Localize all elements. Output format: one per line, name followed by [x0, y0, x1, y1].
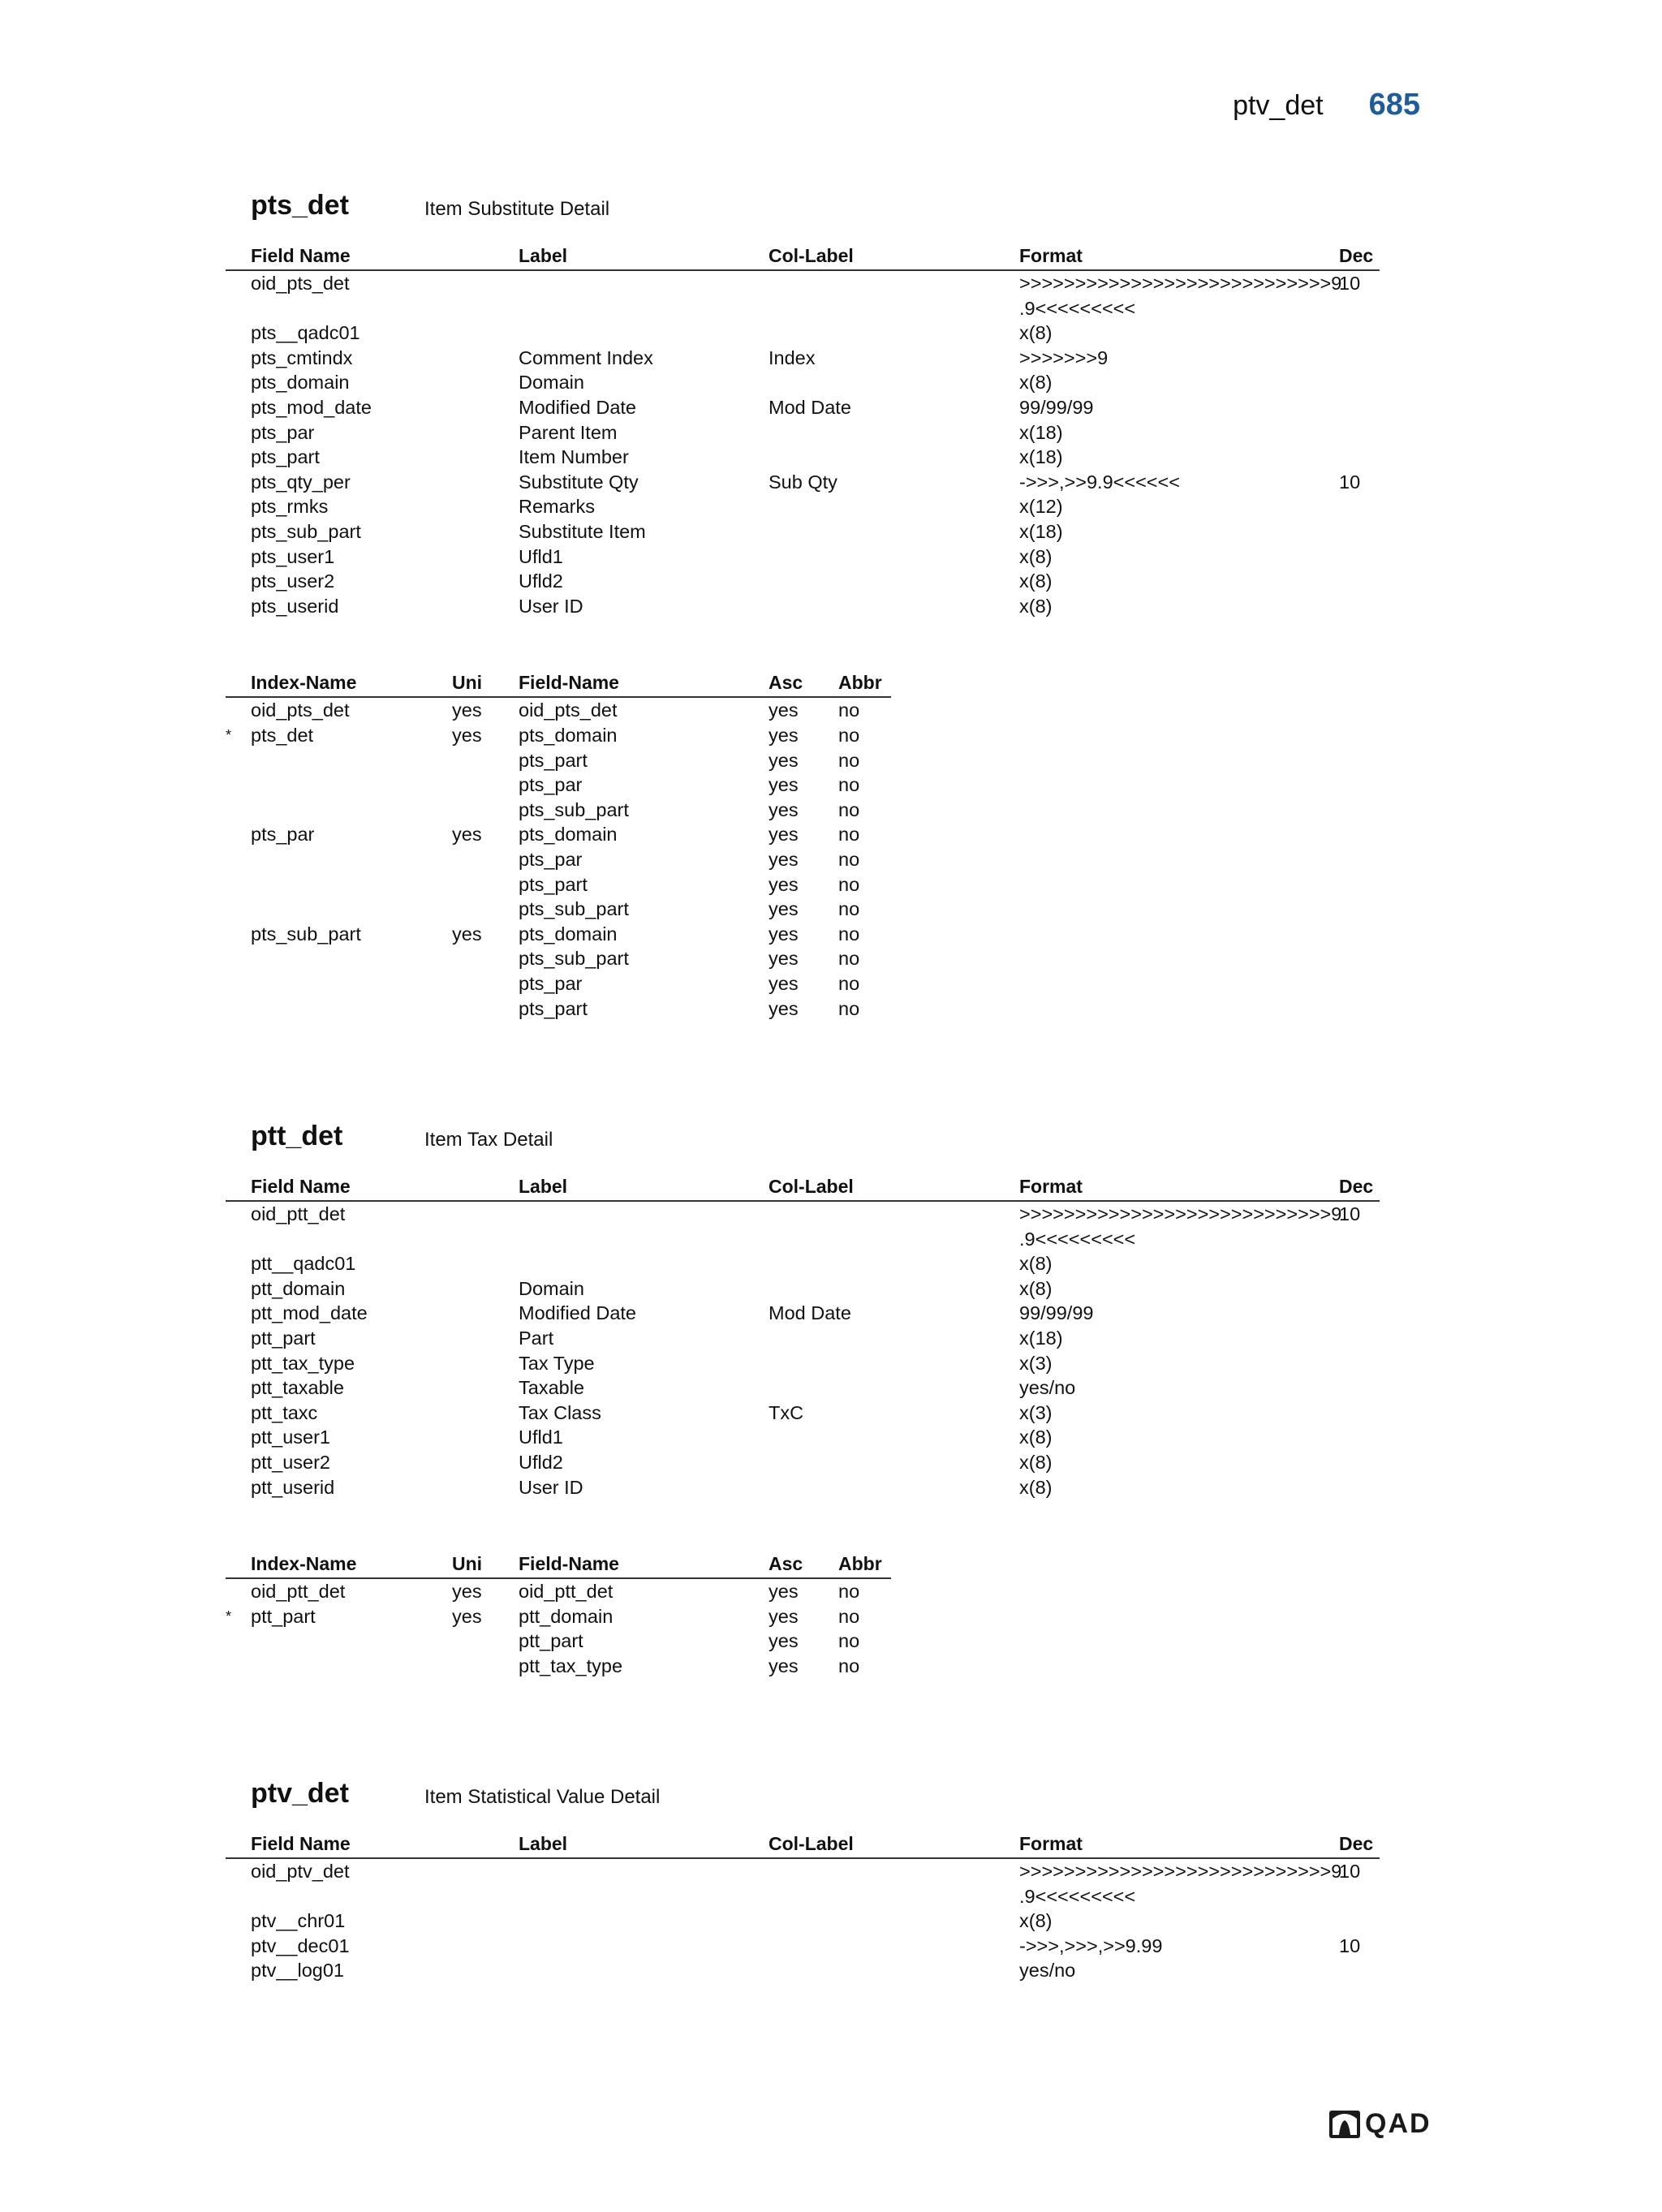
table-row: [226, 1579, 891, 1604]
column-header-asc: Asc: [769, 672, 803, 694]
table-row: [226, 395, 1380, 420]
table-row: [226, 946, 891, 971]
abbr-cell: no: [838, 798, 860, 820]
field-name-cell: ptt_part: [251, 1327, 316, 1349]
label-cell: Comment Index: [519, 346, 653, 368]
abbr-cell: no: [838, 898, 860, 920]
table-row: [226, 872, 891, 897]
format-cell: x(3): [1019, 1401, 1053, 1423]
index-table-header: [226, 1551, 891, 1579]
label-cell: Domain: [519, 372, 584, 394]
col-label-cell: Mod Date: [769, 1302, 851, 1324]
ascending-cell: yes: [769, 1655, 799, 1676]
column-header-format: Format: [1019, 245, 1083, 266]
dec-cell: 10: [1339, 1203, 1361, 1224]
ascending-cell: yes: [769, 997, 799, 1019]
ascending-cell: yes: [769, 1605, 799, 1627]
ascending-cell: yes: [769, 923, 799, 945]
unique-cell: yes: [452, 699, 482, 721]
table-row: [226, 1859, 1380, 1884]
field-name-cell: ptt_taxc: [251, 1401, 318, 1423]
dec-cell: 10: [1339, 471, 1361, 493]
format-cell: x(8): [1019, 322, 1053, 344]
col-label-cell: Sub Qty: [769, 471, 837, 493]
field-name-cell: pts_part: [251, 446, 320, 468]
table-row: [226, 1227, 1380, 1252]
table-row: [226, 897, 891, 922]
table-row: [226, 1475, 1380, 1500]
field-table: [226, 243, 1380, 618]
label-cell: Domain: [519, 1277, 584, 1299]
index-name-cell: ptt_part: [251, 1605, 316, 1627]
field-name-cell: ptt__qadc01: [251, 1253, 356, 1275]
ascending-cell: yes: [769, 824, 799, 846]
ascending-cell: yes: [769, 948, 799, 970]
format-cell: x(8): [1019, 545, 1053, 567]
index-field-cell: oid_pts_det: [519, 699, 618, 721]
table-row: [226, 370, 1380, 395]
label-cell: Ufld2: [519, 1451, 563, 1473]
table-row: [226, 1884, 1380, 1909]
table-row: [226, 1909, 1380, 1934]
abbr-cell: no: [838, 749, 860, 771]
table-row: [226, 1629, 891, 1654]
format-cell: x(8): [1019, 570, 1053, 592]
unique-cell: yes: [452, 724, 482, 746]
table-row: [226, 698, 891, 723]
field-name-cell: ptt_mod_date: [251, 1302, 368, 1324]
field-name-cell: oid_ptt_det: [251, 1203, 346, 1224]
format-cell: x(12): [1019, 496, 1063, 518]
table-row: [226, 1934, 1380, 1959]
table-row: [226, 1351, 1380, 1376]
col-label-cell: TxC: [769, 1401, 804, 1423]
table-row: [226, 271, 1380, 296]
abbr-cell: no: [838, 873, 860, 895]
format-cell: 99/99/99: [1019, 396, 1094, 418]
format-cell: ->>>,>>>,>>9.99: [1019, 1934, 1163, 1956]
dec-cell: 10: [1339, 1861, 1361, 1882]
format-cell: x(8): [1019, 1427, 1053, 1448]
index-field-cell: pts_part: [519, 749, 588, 771]
field-name-cell: pts_rmks: [251, 496, 329, 518]
column-header-abbr: Abbr: [838, 672, 882, 694]
unique-cell: yes: [452, 1581, 482, 1603]
format-cell: .9<<<<<<<<<: [1019, 297, 1136, 319]
format-cell: x(8): [1019, 372, 1053, 394]
ascending-cell: yes: [769, 1630, 799, 1652]
format-cell: x(3): [1019, 1352, 1053, 1374]
table-row: [226, 798, 891, 823]
field-name-cell: ptt_tax_type: [251, 1352, 355, 1374]
format-cell: x(8): [1019, 1476, 1053, 1498]
section-title: ptt_det: [251, 1121, 343, 1151]
table-row: [226, 723, 891, 748]
index-field-cell: pts_sub_part: [519, 798, 629, 820]
table-row: [226, 494, 1380, 519]
ascending-cell: yes: [769, 699, 799, 721]
format-cell: ->>>,>>9.9<<<<<<: [1019, 471, 1180, 493]
column-header-field-name: Field Name: [251, 1176, 351, 1197]
format-cell: x(18): [1019, 1327, 1063, 1349]
index-field-cell: pts_par: [519, 972, 583, 994]
ascending-cell: yes: [769, 873, 799, 895]
field-name-cell: ptt_domain: [251, 1277, 346, 1299]
column-header-uni: Uni: [452, 1553, 483, 1575]
format-cell: .9<<<<<<<<<: [1019, 1885, 1136, 1907]
field-name-cell: ptv__dec01: [251, 1934, 350, 1956]
field-name-cell: ptv__chr01: [251, 1910, 346, 1932]
abbr-cell: no: [838, 824, 860, 846]
ascending-cell: yes: [769, 774, 799, 796]
table-row: [226, 996, 891, 1022]
table-row: [226, 1276, 1380, 1302]
abbr-cell: no: [838, 1655, 860, 1676]
index-field-cell: pts_part: [519, 873, 588, 895]
table-row: [226, 346, 1380, 371]
field-name-cell: pts_mod_date: [251, 396, 372, 418]
index-field-cell: ptt_tax_type: [519, 1655, 623, 1676]
label-cell: Parent Item: [519, 421, 618, 443]
label-cell: Part: [519, 1327, 554, 1349]
abbr-cell: no: [838, 1630, 860, 1652]
abbr-cell: no: [838, 1581, 860, 1603]
abbr-cell: no: [838, 724, 860, 746]
format-cell: x(8): [1019, 1910, 1053, 1932]
field-name-cell: pts_cmtindx: [251, 346, 353, 368]
field-table: [226, 1174, 1380, 1500]
field-table-header: [226, 1174, 1380, 1202]
format-cell: yes/no: [1019, 1960, 1076, 1982]
abbr-cell: no: [838, 1605, 860, 1627]
index-name-cell: pts_par: [251, 824, 315, 846]
column-header-uni: Uni: [452, 672, 483, 694]
label-cell: Remarks: [519, 496, 596, 518]
format-cell: x(18): [1019, 520, 1063, 542]
field-table-header: [226, 243, 1380, 271]
ascending-cell: yes: [769, 749, 799, 771]
column-header-dec: Dec: [1339, 1833, 1374, 1854]
abbr-cell: no: [838, 774, 860, 796]
table-row: [226, 748, 891, 773]
column-header-field-name: Field Name: [251, 245, 351, 266]
index-table-header: [226, 670, 891, 698]
table-row: [226, 1301, 1380, 1326]
table-row: [226, 594, 1380, 619]
label-cell: Ufld2: [519, 570, 563, 592]
format-cell: 99/99/99: [1019, 1302, 1094, 1324]
index-table: [226, 1551, 891, 1678]
table-row: [226, 1375, 1380, 1401]
table-row: [226, 1251, 1380, 1276]
field-name-cell: pts_user2: [251, 570, 335, 592]
col-label-cell: Index: [769, 346, 816, 368]
table-row: [226, 445, 1380, 470]
table-row: [226, 1326, 1380, 1351]
column-header-index-name: Index-Name: [251, 672, 357, 694]
field-name-cell: pts_user1: [251, 545, 335, 567]
table-row: [226, 296, 1380, 321]
table-row: [226, 470, 1380, 495]
column-header-col-label: Col-Label: [769, 1176, 854, 1197]
field-name-cell: oid_pts_det: [251, 273, 350, 294]
label-cell: Tax Class: [519, 1401, 601, 1423]
index-name-cell: pts_det: [251, 724, 314, 746]
qad-logo-icon: [1329, 2111, 1360, 2138]
section-description: Item Substitute Detail: [424, 198, 610, 220]
section-title: ptv_det: [251, 1778, 349, 1809]
label-cell: Modified Date: [519, 1302, 636, 1324]
format-cell: x(8): [1019, 1451, 1053, 1473]
abbr-cell: no: [838, 699, 860, 721]
abbr-cell: no: [838, 848, 860, 870]
index-field-cell: pts_par: [519, 774, 583, 796]
column-header-field-name: Field-Name: [519, 672, 619, 694]
ascending-cell: yes: [769, 898, 799, 920]
table-row: [226, 1425, 1380, 1450]
column-header-col-label: Col-Label: [769, 1833, 854, 1854]
index-name-cell: oid_ptt_det: [251, 1581, 346, 1603]
column-header-format: Format: [1019, 1176, 1083, 1197]
qad-logo: [1329, 2108, 1432, 2140]
format-cell: >>>>>>>>>>>>>>>>>>>>>>>>>>>>9: [1019, 1203, 1342, 1224]
table-row: [226, 847, 891, 872]
field-name-cell: pts_domain: [251, 372, 350, 394]
unique-cell: yes: [452, 824, 482, 846]
label-cell: Ufld1: [519, 1427, 563, 1448]
field-name-cell: pts_userid: [251, 595, 339, 617]
table-row: [226, 1958, 1380, 1983]
index-field-cell: oid_ptt_det: [519, 1581, 614, 1603]
table-row: [226, 922, 891, 947]
col-label-cell: Mod Date: [769, 396, 851, 418]
field-name-cell: pts_sub_part: [251, 520, 361, 542]
format-cell: x(8): [1019, 595, 1053, 617]
ascending-cell: yes: [769, 724, 799, 746]
column-header-field-name: Field-Name: [519, 1553, 619, 1575]
index-name-cell: pts_sub_part: [251, 923, 361, 945]
table-row: [226, 1401, 1380, 1426]
index-field-cell: pts_part: [519, 997, 588, 1019]
index-field-cell: pts_sub_part: [519, 898, 629, 920]
column-header-dec: Dec: [1339, 1176, 1374, 1197]
column-header-abbr: Abbr: [838, 1553, 882, 1575]
table-row: [226, 420, 1380, 445]
section-description: Item Tax Detail: [424, 1129, 553, 1151]
column-header-asc: Asc: [769, 1553, 803, 1575]
field-name-cell: pts__qadc01: [251, 322, 360, 344]
table-row: [226, 772, 891, 798]
column-header-label: Label: [519, 245, 568, 266]
page-header: [1233, 88, 1420, 123]
label-cell: Modified Date: [519, 396, 636, 418]
column-header-format: Format: [1019, 1833, 1083, 1854]
ascending-cell: yes: [769, 798, 799, 820]
table-row: [226, 822, 891, 847]
label-cell: User ID: [519, 595, 583, 617]
format-cell: x(8): [1019, 1253, 1053, 1275]
label-cell: Tax Type: [519, 1352, 595, 1374]
field-name-cell: ptv__log01: [251, 1960, 344, 1982]
format-cell: >>>>>>>>>>>>>>>>>>>>>>>>>>>>9: [1019, 273, 1342, 294]
index-field-cell: pts_sub_part: [519, 948, 629, 970]
dec-cell: 10: [1339, 273, 1361, 294]
format-cell: >>>>>>>>>>>>>>>>>>>>>>>>>>>>9: [1019, 1861, 1342, 1882]
qad-logo-text: QAD: [1365, 2108, 1432, 2139]
field-name-cell: ptt_taxable: [251, 1377, 344, 1399]
column-header-label: Label: [519, 1176, 568, 1197]
column-header-index-name: Index-Name: [251, 1553, 357, 1575]
field-name-cell: pts_qty_per: [251, 471, 351, 493]
table-row: [226, 1654, 891, 1679]
abbr-cell: no: [838, 923, 860, 945]
field-name-cell: ptt_user2: [251, 1451, 330, 1473]
index-field-cell: ptt_part: [519, 1630, 583, 1652]
label-cell: Substitute Item: [519, 520, 646, 542]
unique-cell: yes: [452, 923, 482, 945]
table-row: [226, 321, 1380, 346]
table-row: [226, 544, 1380, 570]
label-cell: Substitute Qty: [519, 471, 639, 493]
format-cell: .9<<<<<<<<<: [1019, 1228, 1136, 1250]
table-row: [226, 1450, 1380, 1475]
label-cell: Ufld1: [519, 545, 563, 567]
index-name-cell: oid_pts_det: [251, 699, 350, 721]
format-cell: x(18): [1019, 421, 1063, 443]
column-header-col-label: Col-Label: [769, 245, 854, 266]
field-name-cell: oid_ptv_det: [251, 1861, 350, 1882]
section-description: Item Statistical Value Detail: [424, 1786, 661, 1808]
index-field-cell: pts_domain: [519, 824, 618, 846]
table-row: [226, 971, 891, 996]
table-row: [226, 1202, 1380, 1227]
field-name-cell: ptt_user1: [251, 1427, 330, 1448]
format-cell: x(8): [1019, 1277, 1053, 1299]
index-field-cell: pts_domain: [519, 923, 618, 945]
primary-index-marker: *: [226, 726, 232, 743]
format-cell: x(18): [1019, 446, 1063, 468]
abbr-cell: no: [838, 948, 860, 970]
page-number: 685: [1368, 88, 1420, 122]
format-cell: yes/no: [1019, 1377, 1076, 1399]
column-header-field-name: Field Name: [251, 1833, 351, 1854]
table-row: [226, 569, 1380, 594]
table-row: [226, 1604, 891, 1629]
index-field-cell: pts_par: [519, 848, 583, 870]
ascending-cell: yes: [769, 972, 799, 994]
section-title: pts_det: [251, 190, 349, 221]
index-table: [226, 670, 891, 1021]
format-cell: >>>>>>>9: [1019, 346, 1109, 368]
abbr-cell: no: [838, 997, 860, 1019]
index-field-cell: pts_domain: [519, 724, 618, 746]
dec-cell: 10: [1339, 1934, 1361, 1956]
table-row: [226, 519, 1380, 544]
field-name-cell: ptt_userid: [251, 1476, 335, 1498]
field-table-header: [226, 1831, 1380, 1859]
column-header-dec: Dec: [1339, 245, 1374, 266]
abbr-cell: no: [838, 972, 860, 994]
ascending-cell: yes: [769, 1581, 799, 1603]
label-cell: Taxable: [519, 1377, 584, 1399]
field-name-cell: pts_par: [251, 421, 315, 443]
label-cell: Item Number: [519, 446, 629, 468]
index-field-cell: ptt_domain: [519, 1605, 614, 1627]
label-cell: User ID: [519, 1476, 583, 1498]
column-header-label: Label: [519, 1833, 568, 1854]
ascending-cell: yes: [769, 848, 799, 870]
header-table-name: ptv_det: [1233, 90, 1324, 121]
field-table: [226, 1831, 1380, 1983]
primary-index-marker: *: [226, 1607, 232, 1625]
unique-cell: yes: [452, 1605, 482, 1627]
